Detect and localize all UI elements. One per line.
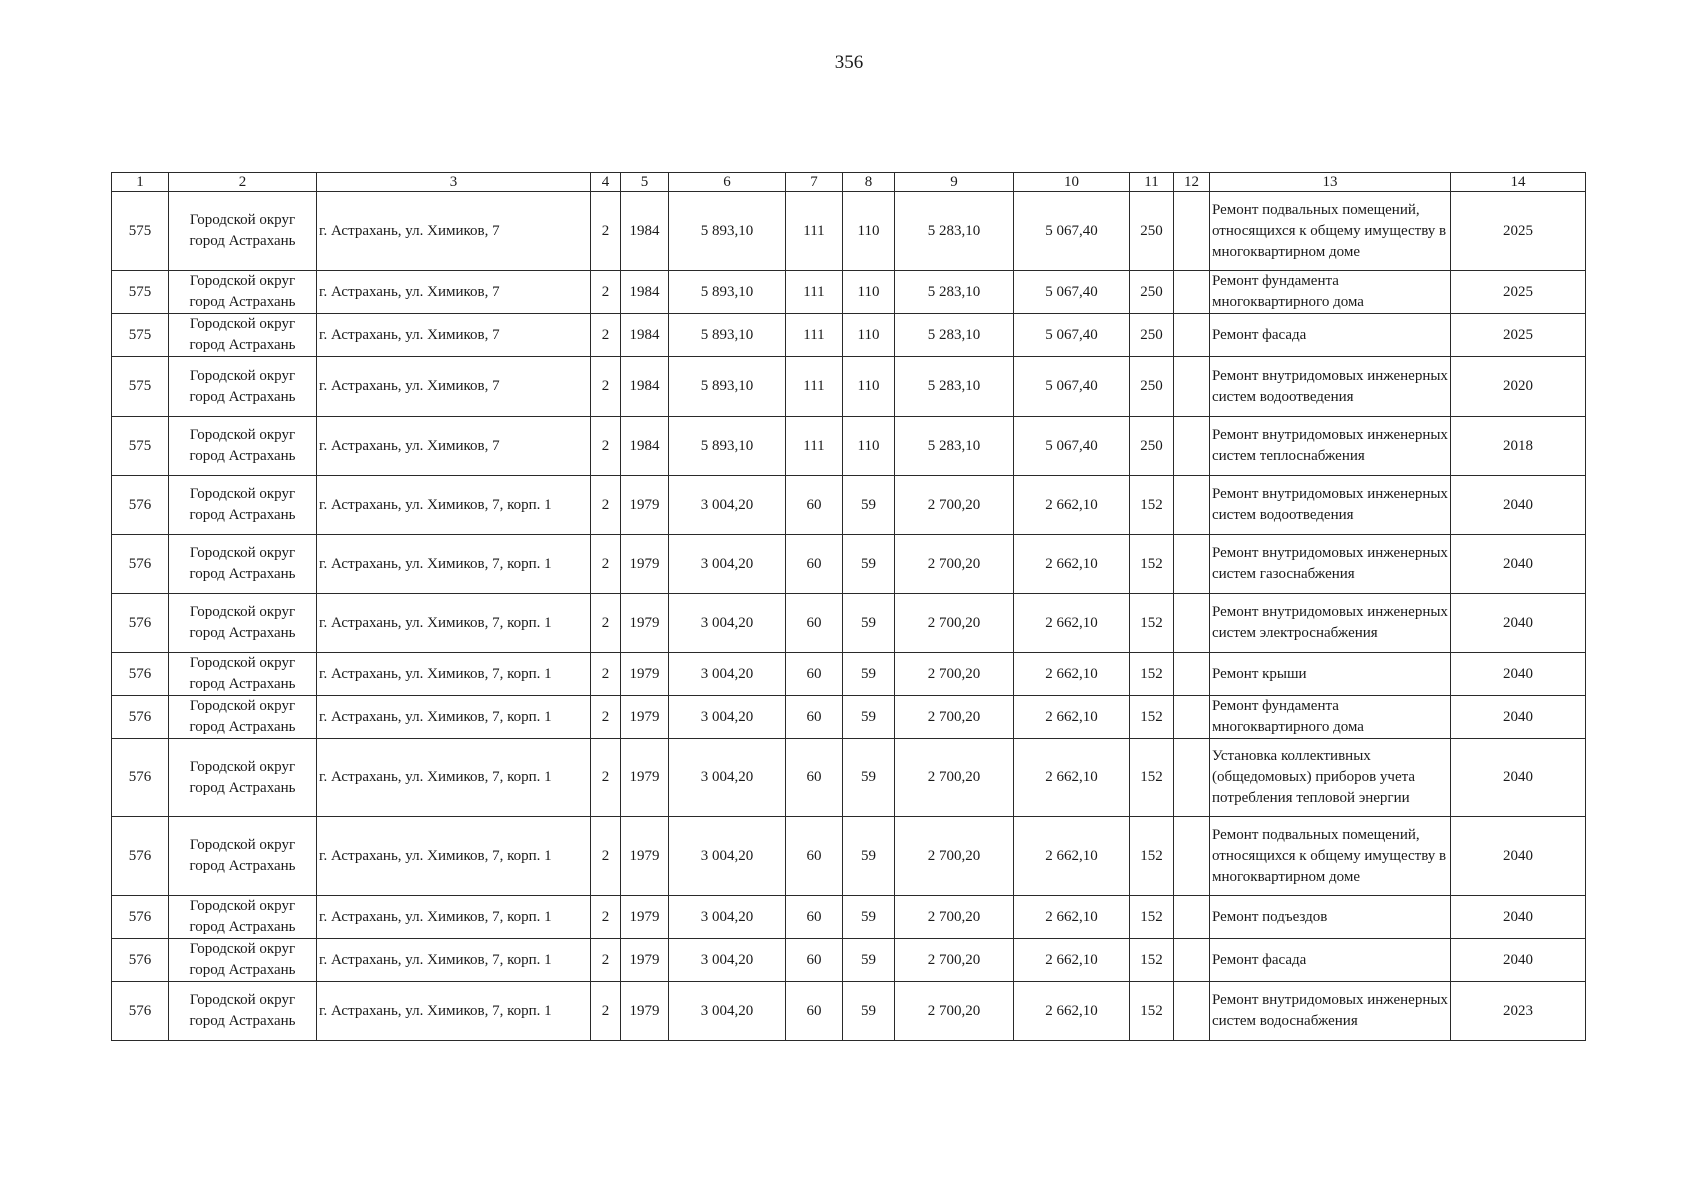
planned-year: 2020	[1451, 357, 1586, 417]
year-built: 1979	[621, 476, 669, 535]
table-row	[112, 653, 1586, 696]
col-9-value: 2 700,20	[895, 535, 1014, 594]
col-8-value: 59	[843, 594, 895, 653]
column-header: 3	[317, 173, 591, 192]
row-number: 576	[112, 739, 169, 817]
col-8-value: 110	[843, 357, 895, 417]
col-8-value: 59	[843, 535, 895, 594]
planned-year: 2023	[1451, 982, 1586, 1041]
col-7-value: 60	[786, 739, 843, 817]
address: г. Астрахань, ул. Химиков, 7, корп. 1	[317, 896, 591, 939]
municipality: Городской округ город Астрахань	[169, 314, 317, 357]
municipality: Городской округ город Астрахань	[169, 817, 317, 896]
col-10-value: 2 662,10	[1014, 739, 1130, 817]
column-header: 6	[669, 173, 786, 192]
col-7-value: 60	[786, 982, 843, 1041]
residents: 250	[1130, 314, 1174, 357]
col-12-value	[1174, 982, 1210, 1041]
column-header: 1	[112, 173, 169, 192]
floors: 2	[591, 896, 621, 939]
work-type: Ремонт внутридомовых инженерных систем теплоснабжения	[1210, 417, 1451, 476]
municipality: Городской округ город Астрахань	[169, 357, 317, 417]
year-built: 1979	[621, 896, 669, 939]
col-7-value: 60	[786, 696, 843, 739]
row-number: 576	[112, 817, 169, 896]
col-10-value: 5 067,40	[1014, 271, 1130, 314]
col-12-value	[1174, 594, 1210, 653]
col-9-value: 5 283,10	[895, 192, 1014, 271]
col-9-value: 2 700,20	[895, 476, 1014, 535]
total-area: 3 004,20	[669, 817, 786, 896]
address: г. Астрахань, ул. Химиков, 7, корп. 1	[317, 594, 591, 653]
planned-year: 2040	[1451, 939, 1586, 982]
address: г. Астрахань, ул. Химиков, 7, корп. 1	[317, 476, 591, 535]
col-7-value: 111	[786, 417, 843, 476]
col-9-value: 5 283,10	[895, 357, 1014, 417]
col-7-value: 60	[786, 653, 843, 696]
work-type: Ремонт фасада	[1210, 314, 1451, 357]
col-10-value: 5 067,40	[1014, 314, 1130, 357]
address: г. Астрахань, ул. Химиков, 7	[317, 271, 591, 314]
page-number: 356	[834, 52, 864, 73]
floors: 2	[591, 939, 621, 982]
residents: 152	[1130, 896, 1174, 939]
work-type: Ремонт внутридомовых инженерных систем водоотведения	[1210, 357, 1451, 417]
col-10-value: 2 662,10	[1014, 696, 1130, 739]
row-number: 576	[112, 535, 169, 594]
column-header: 4	[591, 173, 621, 192]
municipality: Городской округ город Астрахань	[169, 982, 317, 1041]
address: г. Астрахань, ул. Химиков, 7, корп. 1	[317, 817, 591, 896]
total-area: 5 893,10	[669, 357, 786, 417]
total-area: 3 004,20	[669, 939, 786, 982]
col-8-value: 59	[843, 939, 895, 982]
column-header: 8	[843, 173, 895, 192]
planned-year: 2018	[1451, 417, 1586, 476]
floors: 2	[591, 357, 621, 417]
work-type: Ремонт подвальных помещений, относящихся к общему имуществу в многоквартирном доме	[1210, 817, 1451, 896]
work-type: Ремонт фасада	[1210, 939, 1451, 982]
total-area: 3 004,20	[669, 982, 786, 1041]
floors: 2	[591, 739, 621, 817]
column-header: 7	[786, 173, 843, 192]
col-10-value: 5 067,40	[1014, 192, 1130, 271]
col-12-value	[1174, 271, 1210, 314]
col-9-value: 5 283,10	[895, 314, 1014, 357]
col-12-value	[1174, 314, 1210, 357]
address: г. Астрахань, ул. Химиков, 7, корп. 1	[317, 696, 591, 739]
col-10-value: 5 067,40	[1014, 357, 1130, 417]
year-built: 1984	[621, 271, 669, 314]
floors: 2	[591, 982, 621, 1041]
floors: 2	[591, 192, 621, 271]
work-type: Ремонт внутридомовых инженерных систем водоснабжения	[1210, 982, 1451, 1041]
work-type: Ремонт подъездов	[1210, 896, 1451, 939]
col-12-value	[1174, 417, 1210, 476]
planned-year: 2025	[1451, 314, 1586, 357]
municipality: Городской округ город Астрахань	[169, 653, 317, 696]
address: г. Астрахань, ул. Химиков, 7, корп. 1	[317, 535, 591, 594]
total-area: 5 893,10	[669, 314, 786, 357]
work-type: Ремонт подвальных помещений, относящихся к общему имуществу в многоквартирном доме	[1210, 192, 1451, 271]
municipality: Городской округ город Астрахань	[169, 476, 317, 535]
work-type: Ремонт фундамента многоквартирного дома	[1210, 696, 1451, 739]
col-7-value: 111	[786, 271, 843, 314]
col-8-value: 59	[843, 896, 895, 939]
table-row	[112, 594, 1586, 653]
row-number: 576	[112, 476, 169, 535]
row-number: 576	[112, 594, 169, 653]
col-7-value: 60	[786, 817, 843, 896]
work-type: Ремонт внутридомовых инженерных систем водоотведения	[1210, 476, 1451, 535]
address: г. Астрахань, ул. Химиков, 7, корп. 1	[317, 939, 591, 982]
residents: 152	[1130, 535, 1174, 594]
year-built: 1979	[621, 653, 669, 696]
col-12-value	[1174, 192, 1210, 271]
col-10-value: 2 662,10	[1014, 535, 1130, 594]
table-row	[112, 192, 1586, 271]
address: г. Астрахань, ул. Химиков, 7	[317, 357, 591, 417]
year-built: 1979	[621, 817, 669, 896]
row-number: 575	[112, 357, 169, 417]
col-12-value	[1174, 476, 1210, 535]
row-number: 576	[112, 982, 169, 1041]
column-header: 9	[895, 173, 1014, 192]
planned-year: 2040	[1451, 817, 1586, 896]
planned-year: 2040	[1451, 653, 1586, 696]
col-8-value: 59	[843, 982, 895, 1041]
year-built: 1979	[621, 982, 669, 1041]
floors: 2	[591, 817, 621, 896]
address: г. Астрахань, ул. Химиков, 7, корп. 1	[317, 739, 591, 817]
year-built: 1979	[621, 739, 669, 817]
col-8-value: 110	[843, 417, 895, 476]
col-12-value	[1174, 535, 1210, 594]
municipality: Городской округ город Астрахань	[169, 192, 317, 271]
col-7-value: 111	[786, 314, 843, 357]
residents: 152	[1130, 653, 1174, 696]
row-number: 576	[112, 653, 169, 696]
col-7-value: 60	[786, 594, 843, 653]
address: г. Астрахань, ул. Химиков, 7	[317, 417, 591, 476]
col-9-value: 2 700,20	[895, 939, 1014, 982]
table-row	[112, 896, 1586, 939]
col-8-value: 110	[843, 192, 895, 271]
floors: 2	[591, 696, 621, 739]
table-row	[112, 357, 1586, 417]
col-8-value: 59	[843, 653, 895, 696]
planned-year: 2040	[1451, 896, 1586, 939]
table-row	[112, 271, 1586, 314]
row-number: 576	[112, 696, 169, 739]
year-built: 1984	[621, 192, 669, 271]
column-header: 10	[1014, 173, 1130, 192]
col-8-value: 110	[843, 271, 895, 314]
table-row	[112, 817, 1586, 896]
col-12-value	[1174, 653, 1210, 696]
residents: 152	[1130, 594, 1174, 653]
col-7-value: 111	[786, 357, 843, 417]
table-row	[112, 739, 1586, 817]
col-10-value: 2 662,10	[1014, 817, 1130, 896]
table-row	[112, 476, 1586, 535]
address: г. Астрахань, ул. Химиков, 7	[317, 192, 591, 271]
floors: 2	[591, 653, 621, 696]
residents: 152	[1130, 476, 1174, 535]
table-row	[112, 314, 1586, 357]
floors: 2	[591, 271, 621, 314]
register-table	[111, 172, 1586, 1041]
row-number: 576	[112, 939, 169, 982]
col-9-value: 2 700,20	[895, 817, 1014, 896]
col-12-value	[1174, 696, 1210, 739]
row-number: 575	[112, 271, 169, 314]
municipality: Городской округ город Астрахань	[169, 594, 317, 653]
col-9-value: 2 700,20	[895, 594, 1014, 653]
municipality: Городской округ город Астрахань	[169, 271, 317, 314]
table-row	[112, 535, 1586, 594]
col-8-value: 59	[843, 696, 895, 739]
floors: 2	[591, 535, 621, 594]
col-7-value: 60	[786, 535, 843, 594]
col-10-value: 2 662,10	[1014, 982, 1130, 1041]
header-row	[112, 173, 1586, 192]
table-row	[112, 696, 1586, 739]
floors: 2	[591, 594, 621, 653]
col-10-value: 2 662,10	[1014, 594, 1130, 653]
column-header: 2	[169, 173, 317, 192]
year-built: 1979	[621, 535, 669, 594]
year-built: 1984	[621, 357, 669, 417]
work-type: Ремонт внутридомовых инженерных систем электроснабжения	[1210, 594, 1451, 653]
floors: 2	[591, 314, 621, 357]
planned-year: 2040	[1451, 696, 1586, 739]
total-area: 3 004,20	[669, 594, 786, 653]
year-built: 1984	[621, 417, 669, 476]
row-number: 575	[112, 417, 169, 476]
floors: 2	[591, 417, 621, 476]
row-number: 575	[112, 314, 169, 357]
address: г. Астрахань, ул. Химиков, 7	[317, 314, 591, 357]
table-row	[112, 417, 1586, 476]
total-area: 5 893,10	[669, 192, 786, 271]
col-8-value: 59	[843, 739, 895, 817]
column-header: 13	[1210, 173, 1451, 192]
col-12-value	[1174, 896, 1210, 939]
municipality: Городской округ город Астрахань	[169, 896, 317, 939]
col-7-value: 60	[786, 476, 843, 535]
year-built: 1984	[621, 314, 669, 357]
col-7-value: 60	[786, 896, 843, 939]
col-9-value: 2 700,20	[895, 696, 1014, 739]
total-area: 3 004,20	[669, 696, 786, 739]
col-10-value: 2 662,10	[1014, 476, 1130, 535]
row-number: 575	[112, 192, 169, 271]
col-8-value: 110	[843, 314, 895, 357]
col-7-value: 111	[786, 192, 843, 271]
column-header: 11	[1130, 173, 1174, 192]
floors: 2	[591, 476, 621, 535]
municipality: Городской округ город Астрахань	[169, 739, 317, 817]
col-7-value: 60	[786, 939, 843, 982]
col-9-value: 2 700,20	[895, 982, 1014, 1041]
residents: 152	[1130, 739, 1174, 817]
municipality: Городской округ город Астрахань	[169, 696, 317, 739]
residents: 152	[1130, 939, 1174, 982]
col-9-value: 2 700,20	[895, 653, 1014, 696]
table-body	[112, 192, 1586, 1041]
column-header: 12	[1174, 173, 1210, 192]
year-built: 1979	[621, 939, 669, 982]
col-12-value	[1174, 739, 1210, 817]
planned-year: 2040	[1451, 535, 1586, 594]
col-9-value: 2 700,20	[895, 896, 1014, 939]
residents: 250	[1130, 192, 1174, 271]
total-area: 5 893,10	[669, 271, 786, 314]
municipality: Городской округ город Астрахань	[169, 535, 317, 594]
planned-year: 2025	[1451, 192, 1586, 271]
residents: 250	[1130, 357, 1174, 417]
work-type: Установка коллективных (общедомовых) приборов учета потребления тепловой энергии	[1210, 739, 1451, 817]
work-type: Ремонт внутридомовых инженерных систем газоснабжения	[1210, 535, 1451, 594]
column-header: 5	[621, 173, 669, 192]
year-built: 1979	[621, 696, 669, 739]
planned-year: 2040	[1451, 476, 1586, 535]
work-type: Ремонт крыши	[1210, 653, 1451, 696]
column-header: 14	[1451, 173, 1586, 192]
col-9-value: 5 283,10	[895, 271, 1014, 314]
municipality: Городской округ город Астрахань	[169, 939, 317, 982]
planned-year: 2040	[1451, 739, 1586, 817]
address: г. Астрахань, ул. Химиков, 7, корп. 1	[317, 982, 591, 1041]
col-9-value: 2 700,20	[895, 739, 1014, 817]
year-built: 1979	[621, 594, 669, 653]
residents: 152	[1130, 982, 1174, 1041]
address: г. Астрахань, ул. Химиков, 7, корп. 1	[317, 653, 591, 696]
row-number: 576	[112, 896, 169, 939]
residents: 250	[1130, 417, 1174, 476]
planned-year: 2040	[1451, 594, 1586, 653]
col-10-value: 2 662,10	[1014, 939, 1130, 982]
col-12-value	[1174, 939, 1210, 982]
total-area: 5 893,10	[669, 417, 786, 476]
residents: 152	[1130, 696, 1174, 739]
col-12-value	[1174, 357, 1210, 417]
work-type: Ремонт фундамента многоквартирного дома	[1210, 271, 1451, 314]
residents: 152	[1130, 817, 1174, 896]
col-10-value: 5 067,40	[1014, 417, 1130, 476]
total-area: 3 004,20	[669, 476, 786, 535]
total-area: 3 004,20	[669, 535, 786, 594]
total-area: 3 004,20	[669, 896, 786, 939]
col-12-value	[1174, 817, 1210, 896]
col-10-value: 2 662,10	[1014, 896, 1130, 939]
total-area: 3 004,20	[669, 739, 786, 817]
total-area: 3 004,20	[669, 653, 786, 696]
table-row	[112, 939, 1586, 982]
col-9-value: 5 283,10	[895, 417, 1014, 476]
residents: 250	[1130, 271, 1174, 314]
col-8-value: 59	[843, 476, 895, 535]
municipality: Городской округ город Астрахань	[169, 417, 317, 476]
col-8-value: 59	[843, 817, 895, 896]
table-row	[112, 982, 1586, 1041]
col-10-value: 2 662,10	[1014, 653, 1130, 696]
planned-year: 2025	[1451, 271, 1586, 314]
